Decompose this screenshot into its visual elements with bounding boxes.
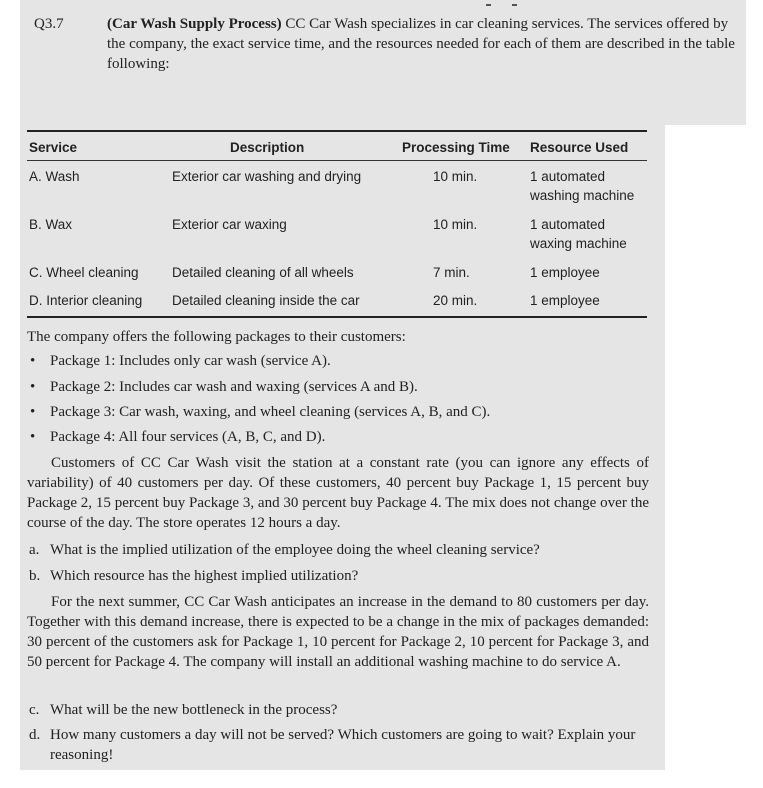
table-cell-time: 20 min. bbox=[433, 293, 478, 308]
table-cell-resource-line: 1 automated bbox=[530, 217, 606, 232]
table-header-service: Service bbox=[29, 140, 78, 155]
package-item: Package 1: Includes only car wash (service A). bbox=[50, 353, 331, 369]
table-cell-time: 10 min. bbox=[433, 169, 478, 184]
package-item: Package 4: All four services (A, B, C, and D). bbox=[50, 429, 326, 445]
table-cell-service: B. Wax bbox=[29, 217, 73, 232]
table-top-rule bbox=[27, 130, 647, 132]
table-header-resource: Resource Used bbox=[530, 140, 629, 155]
table-cell-description: Detailed cleaning inside the car bbox=[172, 293, 360, 308]
table-cell-service: D. Interior cleaning bbox=[29, 293, 143, 308]
table-cell-description: Detailed cleaning of all wheels bbox=[172, 265, 354, 280]
table-header-rule bbox=[27, 160, 647, 161]
table-cell-resource bbox=[530, 167, 634, 205]
question-number: Q3.7 bbox=[34, 16, 64, 32]
table-header-processing-time: Processing Time bbox=[402, 140, 510, 155]
table-cell-resource: 1 employee bbox=[530, 293, 600, 308]
question-title: (Car Wash Supply Process) bbox=[107, 16, 282, 32]
bullet-marker: • bbox=[30, 429, 36, 445]
bullet-marker: • bbox=[30, 404, 36, 420]
table-cell-resource-line: 1 automated bbox=[530, 169, 606, 184]
packages-intro: The company offers the following packages to their customers: bbox=[27, 329, 406, 345]
table-cell-service: C. Wheel cleaning bbox=[29, 265, 139, 280]
question-letter: c. bbox=[29, 702, 40, 718]
package-item: Package 2: Includes car wash and waxing (services A and B). bbox=[50, 379, 418, 395]
question-text: What will be the new bottleneck in the process? bbox=[50, 702, 338, 718]
question-text: How many customers a day will not be served? Which customers are going to wait? Explain your reasoning! bbox=[50, 727, 636, 763]
table-cell-description: Exterior car washing and drying bbox=[172, 169, 362, 184]
table-cell-service: A. Wash bbox=[29, 169, 80, 184]
table-cell-time: 10 min. bbox=[433, 217, 478, 232]
paragraph-demand: Customers of CC Car Wash visit the station at a constant rate (you can ignore any effects of variability) of 40 customers per day. Of these customers, 40 percent buy Package 1, 15 percent buy Package 2, 15 percent buy Package 3, and 30 percent buy Package 4. The mix does not change over the course of the day. The store operates 12 hours a day. bbox=[27, 455, 649, 531]
question-intro bbox=[107, 14, 735, 74]
table-header-description: Description bbox=[230, 140, 305, 155]
question-text: Which resource has the highest implied utilization? bbox=[50, 568, 359, 584]
question-intro-text: CC Car Wash specializes in car cleaning services. The services offered by the company, the exact service time, and the resources needed for each of them are described in the table following: bbox=[107, 16, 735, 72]
table-cell-resource bbox=[530, 215, 627, 253]
decorative-tick bbox=[486, 4, 491, 6]
package-item: Package 3: Car wash, waxing, and wheel cleaning (services A, B, and C). bbox=[50, 404, 491, 420]
table-cell-resource-line: washing machine bbox=[530, 188, 635, 203]
table-cell-resource-line: waxing machine bbox=[530, 236, 627, 251]
question-letter: d. bbox=[29, 727, 41, 743]
table-cell-time: 7 min. bbox=[433, 265, 470, 280]
bullet-marker: • bbox=[30, 353, 36, 369]
table-cell-resource: 1 employee bbox=[530, 265, 600, 280]
table-cell-description: Exterior car waxing bbox=[172, 217, 287, 232]
paragraph-summer: For the next summer, CC Car Wash anticipates an increase in the demand to 80 customers per day. Together with this demand increase, there is expected to be a change in the mix of packages demanded: 30 percent of the customers ask for Package 1, 10 percent for Package 2, 10 percent for Package 3, and 50 percent for Package 4. The company will install an additional washing machine to do service A. bbox=[27, 594, 649, 670]
question-letter: b. bbox=[29, 568, 41, 584]
decorative-tick bbox=[512, 4, 517, 6]
table-bottom-rule bbox=[27, 316, 647, 318]
question-letter: a. bbox=[29, 542, 40, 558]
question-text: What is the implied utilization of the employee doing the wheel cleaning service? bbox=[50, 542, 540, 558]
bullet-marker: • bbox=[30, 379, 36, 395]
